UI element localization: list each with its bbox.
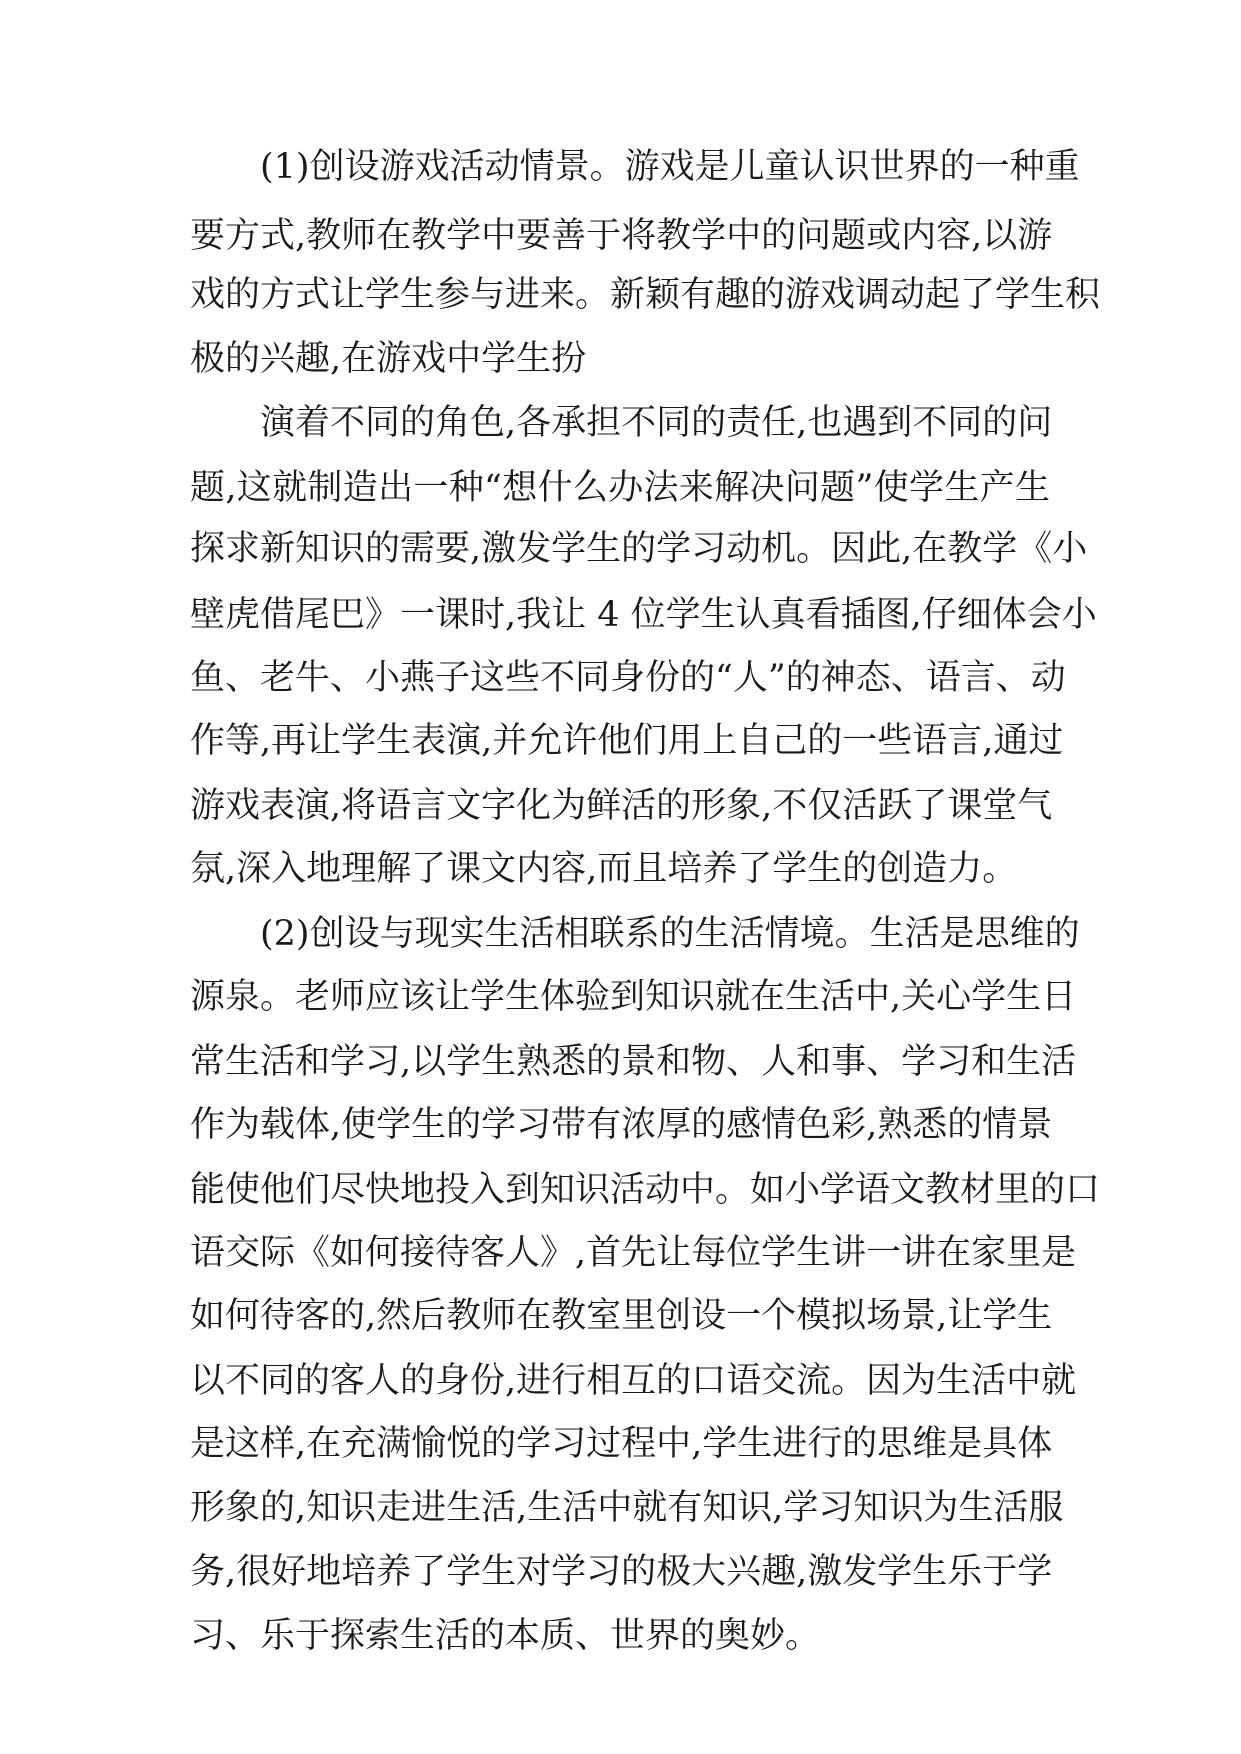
paragraph-2-line-8: 氛,深入地理解了课文内容,而且培养了学生的创造力。 xyxy=(190,849,1018,889)
paragraph-3-line-3: 常生活和学习,以学生熟悉的景和物、人和事、学习和生活 xyxy=(190,1042,1077,1082)
paragraph-1-line-2: 要方式,教师在教学中要善于将教学中的问题或内容,以游 xyxy=(190,216,1053,256)
paragraph-3-line-4: 作为载体,使学生的学习带有浓厚的感情色彩,熟悉的情景 xyxy=(190,1105,1053,1145)
paragraph-2-line-5: 鱼、老牛、小燕子这些不同身份的“人”的神态、语言、动 xyxy=(190,658,1066,698)
paragraph-3-line-2: 源泉。老师应该让学生体验到知识就在生活中,关心学生日 xyxy=(190,977,1077,1017)
paragraph-3-line-9: 是这样,在充满愉悦的学习过程中,学生进行的思维是具体 xyxy=(190,1424,1053,1464)
paragraph-2-line-4: 壁虎借尾巴》一课时,我让 4 位学生认真看插图,仔细体会小 xyxy=(190,595,1097,635)
paragraph-3-line-5: 能使他们尽快地投入到知识活动中。如小学语文教材里的口 xyxy=(190,1170,1101,1210)
paragraph-1-line-3: 戏的方式让学生参与进来。新颖有趣的游戏调动起了学生积 xyxy=(190,275,1101,315)
paragraph-1-line-4: 极的兴趣,在游戏中学生扮 xyxy=(190,339,587,379)
paragraph-2-line-6: 作等,再让学生表演,并允许他们用上自己的一些语言,通过 xyxy=(190,721,1064,761)
paragraph-3-line-10: 形象的,知识走进生活,生活中就有知识,学习知识为生活服 xyxy=(190,1488,1064,1528)
paragraph-3-line-8: 以不同的客人的身份,进行相互的口语交流。因为生活中就 xyxy=(190,1361,1077,1401)
paragraph-2-line-3: 探求新知识的需要,激发学生的学习动机。因此,在教学《小 xyxy=(190,529,1088,569)
paragraph-2-line-2: 题,这就制造出一种“想什么办法来解决问题”使学生产生 xyxy=(190,468,1050,508)
paragraph-3-line-12: 习、乐于探索生活的本质、世界的奥妙。 xyxy=(190,1616,821,1656)
paragraph-2-line-1: 演着不同的角色,各承担不同的责任,也遇到不同的问 xyxy=(260,403,1053,443)
paragraph-3-line-11: 务,很好地培养了学生对学习的极大兴趣,激发学生乐于学 xyxy=(190,1552,1053,1592)
paragraph-3-line-6: 语交际《如何接待客人》,首先让每位学生讲一讲在家里是 xyxy=(190,1233,1077,1273)
paragraph-3-line-7: 如何待客的,然后教师在教室里创设一个模拟场景,让学生 xyxy=(190,1296,1053,1336)
paragraph-2-line-7: 游戏表演,将语言文字化为鲜活的形象,不仅活跃了课堂气 xyxy=(190,786,1053,826)
paragraph-1-line-1: (1)创设游戏活动情景。游戏是儿童认识世界的一种重 xyxy=(260,147,1080,187)
paragraph-3-line-1: (2)创设与现实生活相联系的生活情境。生活是思维的 xyxy=(260,914,1080,954)
